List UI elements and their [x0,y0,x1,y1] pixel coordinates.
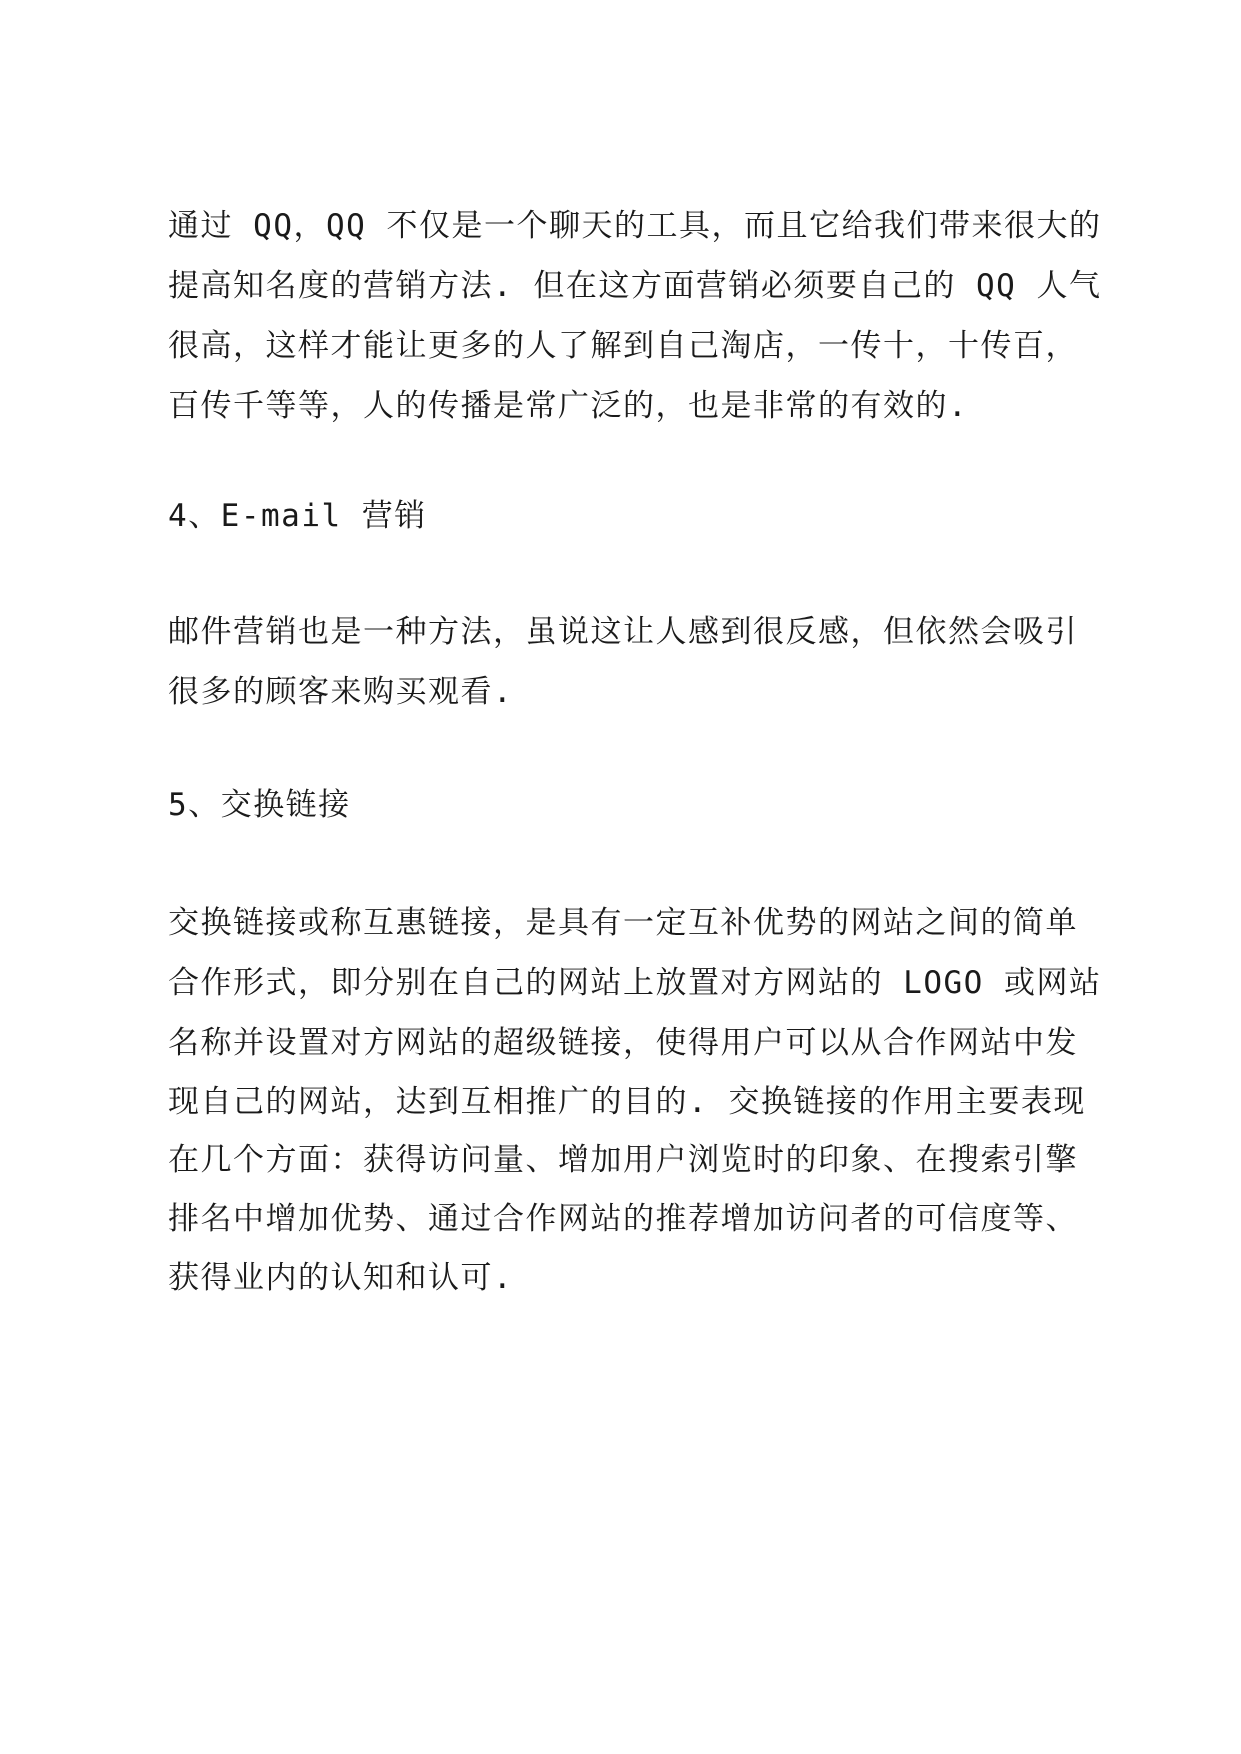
paragraph-line: 提高知名度的营销方法. 但在这方面营销必须要自己的 QQ 人气 [168,268,1102,304]
section-heading-email: 4、E-mail 营销 [168,498,427,534]
paragraph-line: 很多的顾客来购买观看. [168,674,514,710]
paragraph-line: 邮件营销也是一种方法，虽说这让人感到很反感，但依然会吸引 [168,614,1078,650]
paragraph-line: 交换链接或称互惠链接，是具有一定互补优势的网站之间的简单 [168,905,1078,941]
paragraph-line: 百传千等等，人的传播是常广泛的，也是非常的有效的. [168,388,969,424]
paragraph-line: 通过 QQ，QQ 不仅是一个聊天的工具，而且它给我们带来很大的 [168,208,1102,244]
section-heading-link-exchange: 5、交换链接 [168,787,351,823]
paragraph-line: 名称并设置对方网站的超级链接，使得用户可以从合作网站中发 [168,1025,1078,1061]
paragraph-line: 现自己的网站，达到互相推广的目的. 交换链接的作用主要表现 [168,1084,1086,1120]
paragraph-line: 合作形式，即分别在自己的网站上放置对方网站的 LOGO 或网站 [168,965,1102,1001]
paragraph-line: 很高，这样才能让更多的人了解到自己淘店，一传十，十传百， [168,328,1078,364]
paragraph-line: 在几个方面：获得访问量、增加用户浏览时的印象、在搜索引擎 [168,1142,1078,1178]
paragraph-line: 获得业内的认知和认可. [168,1260,514,1296]
paragraph-line: 排名中增加优势、通过合作网站的推荐增加访问者的可信度等、 [168,1201,1078,1237]
